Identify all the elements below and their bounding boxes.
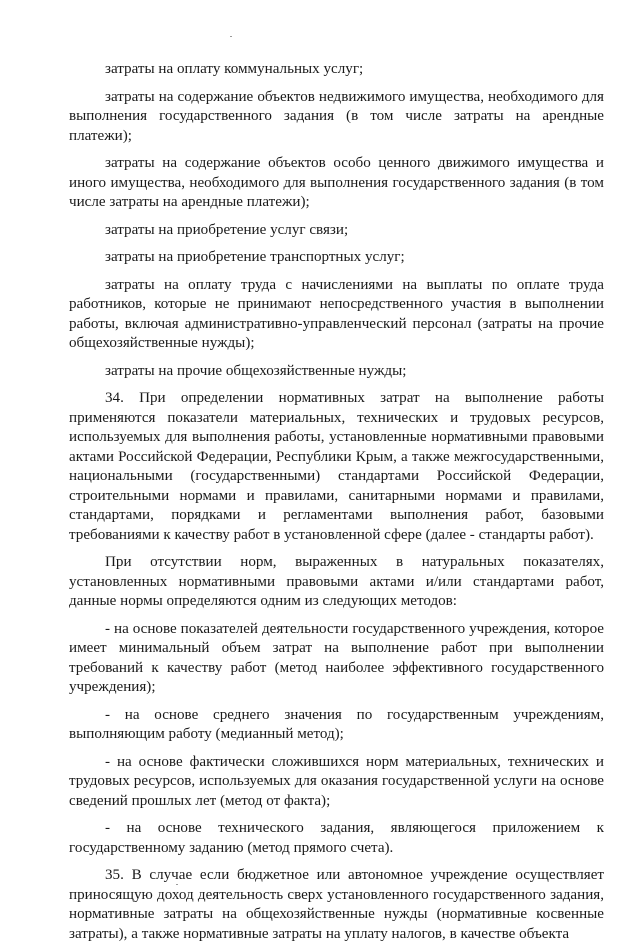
paragraph-method-direct: - на основе технического задания, являющегося приложением к государственному заданию (метод прямого счета). [69, 820, 604, 856]
paragraph-method-efficient: - на основе показателей деятельности государственного учреждения, которое имеет минимальный объем затрат на выполнение работ при выполнении требований к качеству работ (метод наиболее эффективного государственного учреждения); [69, 620, 604, 695]
paragraph-real-estate: затраты на содержание объектов недвижимого имущества, необходимого для выполнения государственного задания (в том числе затраты на арендные платежи); [69, 88, 604, 144]
scan-mark [230, 36, 232, 37]
paragraph-section-35: 35. В случае если бюджетное или автономное учреждение осуществляет приносящую доход деятельность сверх установленного государственного задания, нормативные затраты на общехозяйственные нужды (нормативные косвенные затраты), а также нормативные затраты на уплату налогов, в качестве объекта [69, 867, 604, 942]
paragraph-method-fact: - на основе фактически сложившихся норм материальных, технических и трудовых ресурсов, используемых для оказания государственной услуги на основе сведений прошлых лет (метод от факта); [69, 753, 604, 809]
paragraph-transport: затраты на приобретение транспортных услуг; [105, 249, 405, 265]
paragraph-other-needs: затраты на прочие общехозяйственные нужды; [105, 362, 407, 379]
paragraph-method-median: - на основе среднего значения по государственным учреждениям, выполняющим работу (медианный метод); [69, 706, 604, 742]
paragraph-communication: затраты на приобретение услуг связи; [105, 221, 349, 238]
paragraph-absence-of-norms: При отсутствии норм, выраженных в натуральных показателях, установленных нормативными правовыми актами и/или стандартами работ, данные нормы определяются одним из следующих методов: [69, 554, 604, 609]
paragraph-movable-property: затраты на содержание объектов особо ценного движимого имущества и иного имущества, необходимого для выполнения государственного задания (в том числе затраты на арендные платежи); [69, 155, 604, 210]
paragraph-utilities: затраты на оплату коммунальных услуг; [105, 61, 364, 77]
paragraph-labor-costs: затраты на оплату труда с начислениями на выплаты по оплате труда работников, которые не принимают непосредственного участия в выполнении работы, включая административно-управленческий персонал (затраты на прочие общехозяйственные нужды); [69, 276, 604, 351]
paragraph-section-34: 34. При определении нормативных затрат на выполнение работы применяются показатели материальных, технических и трудовых ресурсов, используемых для выполнения работы, установленные нормативными правовыми актами Российской Федерации, Республики Крым, а также межгосударственными, национальными (государственными) стандартами Российской Федерации, строительными нормами и правилами, санитарными нормами и правилами, стандартами, порядками и регламентами выполнения работ, базовыми требованиями к качеству работ в установленной сфере (далее - стандарты работ). [69, 390, 604, 543]
document-body [69, 60, 604, 952]
